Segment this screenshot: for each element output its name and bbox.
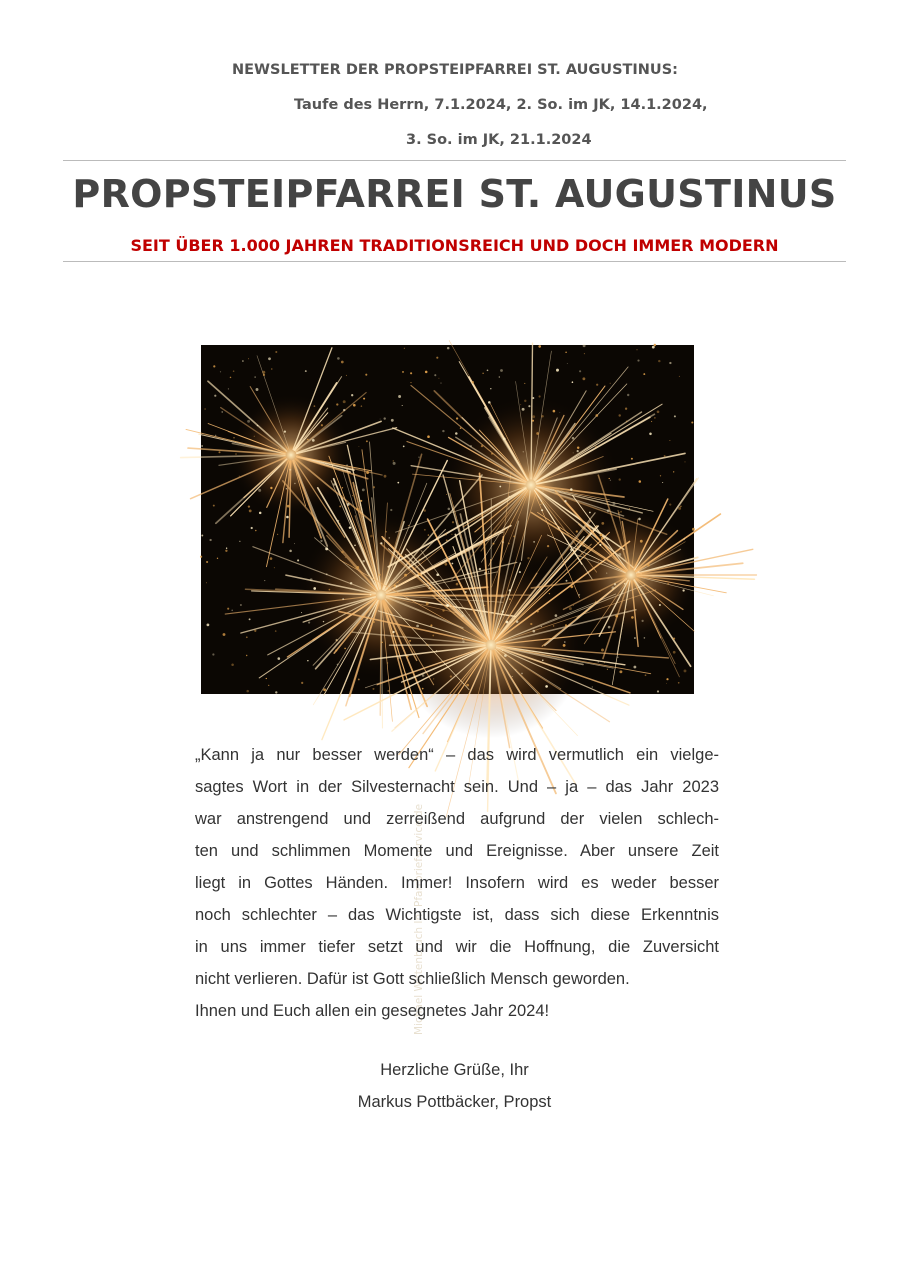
- masthead-top-divider: [63, 160, 846, 161]
- newsletter-header-line-3: 3. So. im JK, 21.1.2024: [406, 132, 592, 148]
- letter-body: [195, 739, 719, 1027]
- letter-line: sagtes Wort in der Silvesternacht sein. Und – ja – das Jahr 2023: [195, 778, 719, 796]
- signature-block: [0, 1054, 909, 1118]
- letter-line: ten und schlimmen Momente und Ereignisse. Aber unsere Zeit: [195, 842, 719, 860]
- masthead-bottom-divider: [63, 261, 846, 262]
- signature-greeting: Herzliche Grüße, Ihr: [380, 1061, 529, 1079]
- newsletter-header-line-2: Taufe des Herrn, 7.1.2024, 2. So. im JK, 14.1.2024,: [294, 97, 708, 113]
- letter-line: in uns immer tiefer setzt und wir die Hoffnung, die Zuversicht: [195, 938, 719, 956]
- letter-line: war anstrengend und zerreißend aufgrund der vielen schlech-: [195, 810, 719, 828]
- letter-line: nicht verlieren. Dafür ist Gott schließlich Mensch geworden.: [195, 970, 630, 988]
- letter-line: „Kann ja nur besser werden“ – das wird vermutlich ein vielge-: [195, 746, 719, 764]
- letter-line: Ihnen und Euch allen ein gesegnetes Jahr 2024!: [195, 1002, 550, 1020]
- signature-name: Markus Pottbäcker, Propst: [357, 1093, 552, 1111]
- masthead-title: PROPSTEIPFARREI ST. AUGUSTINUS: [72, 172, 837, 216]
- newsletter-header-line-1: NEWSLETTER DER PROPSTEIPFARREI ST. AUGUSTINUS:: [232, 62, 678, 78]
- letter-line: noch schlechter – das Wichtigste ist, dass sich diese Erkenntnis: [195, 906, 719, 924]
- photo-credit: Michael Wittenbruch In: Pfarrbriefservice.de: [413, 803, 425, 1035]
- masthead-subtitle: SEIT ÜBER 1.000 JAHREN TRADITIONSREICH UND DOCH IMMER MODERN: [130, 236, 779, 255]
- letter-line: liegt in Gottes Händen. Immer! Insofern wird es weder besser: [195, 874, 719, 892]
